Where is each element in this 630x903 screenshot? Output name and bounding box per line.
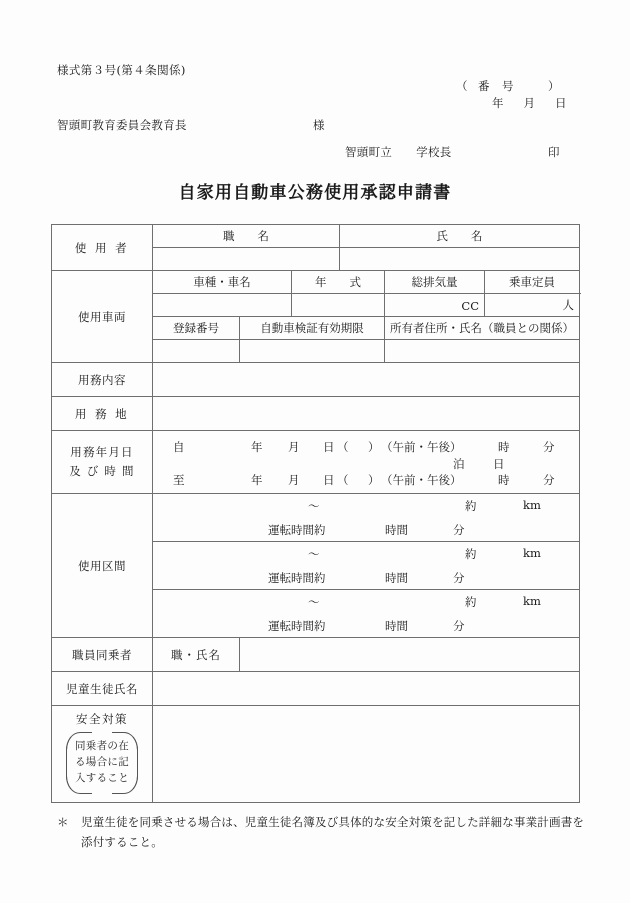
route-drive-time-label-3: 運転時間約 (268, 619, 326, 633)
header-registration-number: 登録番号 (153, 317, 240, 340)
route-minute-2: 分 (453, 571, 465, 585)
route-hour-3: 時間 (385, 619, 408, 633)
table-row-user-header (52, 225, 580, 248)
document-number-field (456, 78, 560, 94)
datetime-to-hour: 時 (498, 473, 510, 487)
doc-number-label: 番 号 (478, 79, 514, 93)
unit-cc: CC (461, 299, 480, 313)
input-registration-number[interactable] (153, 340, 240, 363)
datetime-to-month: 月 (288, 473, 300, 487)
route-approx-1: 約 (465, 499, 477, 513)
unit-person: 人 (562, 298, 575, 312)
route-unit-km-3: km (523, 594, 541, 608)
input-owner-info[interactable] (385, 340, 580, 363)
datetime-stay-nights: 泊 (453, 457, 465, 471)
header-staff-position-name: 職・氏名 (153, 638, 240, 672)
safety-label: 安全対策 (76, 712, 128, 726)
date-day-label: 日 (555, 96, 567, 110)
input-route-segment-3[interactable] (153, 590, 580, 638)
route-tilde-1: ～ (308, 499, 320, 513)
table-row-staff-passenger (52, 638, 580, 672)
header-vehicle-year: 年 式 (292, 271, 385, 294)
footnote-line-1: 児童生徒を同乗させる場合は、児童生徒名簿及び具体的な安全対策を記した詳細な事業計画書を (81, 815, 585, 829)
applicant-organization: 智頭町立 (345, 145, 393, 159)
application-form-table (51, 224, 579, 803)
datetime-to-day: 日 (323, 473, 335, 487)
datetime-from-year: 年 (251, 440, 263, 454)
datetime-from-day: 日 (323, 440, 335, 454)
table-row-duty-datetime (52, 431, 580, 494)
addressee: 智頭町教育委員会教育長 (57, 118, 187, 132)
date-year-label: 年 (492, 96, 504, 110)
row-label-staff-passenger: 職員同乗者 (52, 638, 153, 672)
row-label-safety (52, 706, 153, 803)
datetime-stay-days: 日 (493, 457, 505, 471)
datetime-from-hour: 時 (498, 440, 510, 454)
route-unit-km-2: km (523, 546, 541, 560)
safety-note-line-1: 同乗者の在 (75, 740, 129, 752)
document-date-field (492, 95, 567, 111)
datetime-to-weekday-close: ） (368, 473, 380, 487)
applicant-title: 学校長 (416, 145, 452, 159)
header-position: 職 名 (153, 225, 340, 248)
input-user-name[interactable] (340, 248, 580, 271)
route-hour-1: 時間 (385, 523, 408, 537)
safety-note-line-2: る場合に記 (75, 756, 129, 768)
table-row-duty-content (52, 363, 580, 397)
row-label-duty-datetime (52, 431, 153, 494)
applicant-line (345, 144, 452, 160)
input-vehicle-year[interactable] (292, 294, 385, 317)
route-approx-3: 約 (465, 595, 477, 609)
input-route-segment-1[interactable] (153, 494, 580, 542)
row-label-user: 使 用 者 (52, 225, 153, 271)
page-title: 自家用自動車公務使用承認申請書 (178, 183, 452, 203)
datetime-from-ampm: （午前・午後） (381, 440, 462, 454)
route-hour-2: 時間 (385, 571, 408, 585)
input-duty-place[interactable] (153, 397, 580, 431)
row-label-duty-place: 用 務 地 (52, 397, 153, 431)
datetime-from-month: 月 (288, 440, 300, 454)
doc-number-close-paren: ） (548, 79, 560, 93)
datetime-to-weekday-open: （ (337, 473, 349, 487)
doc-number-open-paren: （ (456, 79, 468, 93)
header-vehicle-model: 車種・車名 (153, 271, 292, 294)
datetime-to-minute: 分 (543, 473, 555, 487)
route-tilde-3: ～ (308, 595, 320, 609)
row-label-route: 使用区間 (52, 494, 153, 638)
input-user-position[interactable] (153, 248, 340, 271)
input-vehicle-capacity[interactable] (485, 294, 580, 317)
seal-mark: 印 (548, 145, 560, 159)
route-unit-km-1: km (523, 498, 541, 512)
datetime-from-minute: 分 (543, 440, 555, 454)
date-month-label: 月 (523, 96, 535, 110)
row-label-vehicle: 使用車両 (52, 271, 153, 363)
input-staff-passenger[interactable] (240, 638, 580, 672)
table-row-vehicle-header-1 (52, 271, 580, 294)
table-row-student-names (52, 672, 580, 706)
datetime-from-label: 自 (173, 440, 185, 454)
datetime-to-ampm: （午前・午後） (381, 473, 462, 487)
datetime-to-year: 年 (251, 473, 263, 487)
route-approx-2: 約 (465, 547, 477, 561)
form-number: 様式第３号(第４条関係) (57, 63, 186, 77)
input-duty-datetime[interactable] (153, 431, 580, 494)
safety-note-line-3: 入すること (75, 772, 129, 784)
table-row-route-1 (52, 494, 580, 542)
footnote-mark: ＊ (57, 815, 69, 829)
duty-datetime-label-line2: 及 び 時 間 (69, 464, 135, 478)
table-row-duty-place (52, 397, 580, 431)
input-route-segment-2[interactable] (153, 542, 580, 590)
footnote-line-2: 添付すること。 (81, 835, 163, 849)
route-minute-3: 分 (453, 619, 465, 633)
input-vehicle-displacement[interactable] (385, 294, 485, 317)
header-vehicle-displacement: 総排気量 (385, 271, 485, 294)
datetime-from-weekday-close: ） (368, 440, 380, 454)
input-inspection-expiry[interactable] (240, 340, 385, 363)
route-tilde-2: ～ (308, 547, 320, 561)
route-drive-time-label-1: 運転時間約 (268, 523, 326, 537)
input-vehicle-model[interactable] (153, 294, 292, 317)
row-label-student-names: 児童生徒氏名 (52, 672, 153, 706)
table-row-safety (52, 706, 580, 803)
header-inspection-expiry: 自動車検証有効期限 (240, 317, 385, 340)
row-label-duty-content: 用務内容 (52, 363, 153, 397)
route-minute-1: 分 (453, 523, 465, 537)
datetime-to-label: 至 (173, 473, 185, 487)
datetime-from-weekday-open: （ (337, 440, 349, 454)
input-student-names[interactable] (153, 672, 580, 706)
input-duty-content[interactable] (153, 363, 580, 397)
header-vehicle-capacity: 乗車定員 (485, 271, 580, 294)
duty-datetime-label-line1: 用務年月日 (70, 445, 134, 459)
footnote (57, 812, 587, 852)
route-drive-time-label-2: 運転時間約 (268, 571, 326, 585)
header-owner-info: 所有者住所・氏名（職員との関係） (385, 317, 580, 340)
addressee-honorific: 様 (313, 118, 325, 132)
input-safety-measures[interactable] (153, 706, 580, 803)
header-name: 氏 名 (340, 225, 580, 248)
